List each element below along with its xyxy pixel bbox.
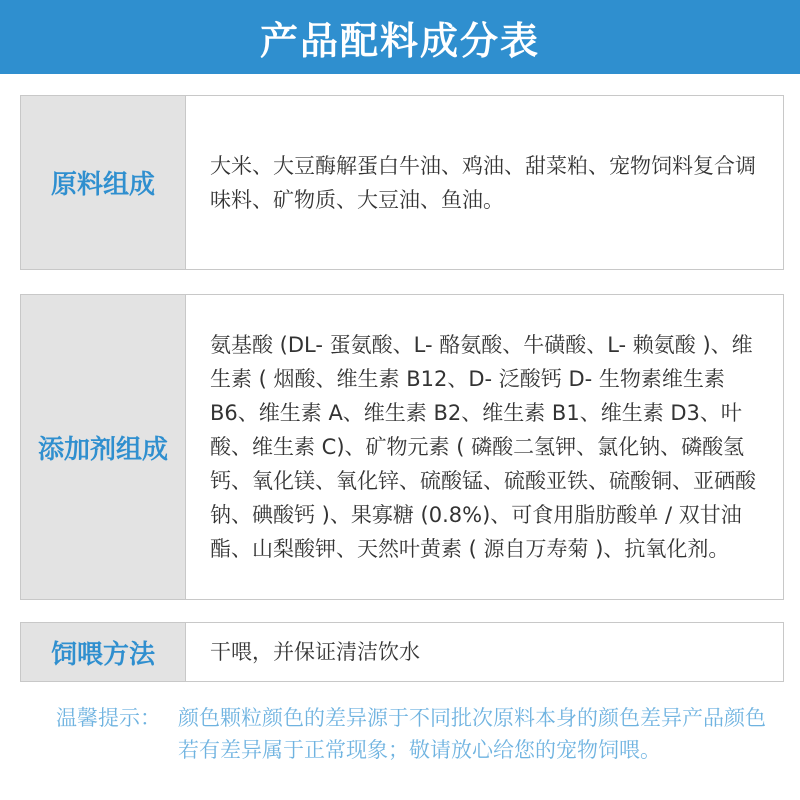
warm-tip-text: 颜色颗粒颜色的差异源于不同批次原料本身的颜色差异产品颜色若有差异属于正常现象；敬请放心给您的宠物饲喂。 [178, 706, 766, 762]
warm-tip [56, 702, 776, 766]
ingredients-label: 原料组成 [21, 96, 186, 269]
additives-content [186, 295, 783, 599]
additives-row [20, 294, 784, 600]
warm-tip-label: 温馨提示： [56, 706, 161, 730]
feeding-method-text: 干喂，并保证清洁饮水 [210, 640, 420, 664]
ingredients-row [20, 95, 784, 270]
page-title: 产品配料成分表 [0, 0, 800, 74]
feeding-method-label: 饲喂方法 [21, 623, 186, 681]
additives-text: 氨基酸 (DL- 蛋氨酸、L- 酪氨酸、牛磺酸、L- 赖氨酸 )、维生素 ( 烟酸、维生素 B12、D- 泛酸钙 D- 生物素维生素 B6、维生素 A、维生素 B2、维生素 B1、维生素 D3、叶酸、维生素 C)、矿物元素 ( 磷酸二氢钾、氯化钠、磷酸氢钙、氧化镁、氧化锌、硫酸锰、硫酸亚铁、硫酸铜、亚硒酸钠、碘酸钙 )、果寡糖 (0.8%)、可食用脂肪酸单 / 双甘油酯、山梨酸钾、天然叶黄素 ( 源自万寿菊 )、抗氧化剂。 [210, 333, 756, 561]
ingredients-text: 大米、大豆酶解蛋白牛油、鸡油、甜菜粕、宠物饲料复合调味料、矿物质、大豆油、鱼油。 [210, 153, 756, 212]
feeding-method-row [20, 622, 784, 682]
feeding-method-content [186, 623, 783, 681]
additives-label: 添加剂组成 [21, 295, 186, 599]
ingredients-content [186, 96, 783, 269]
